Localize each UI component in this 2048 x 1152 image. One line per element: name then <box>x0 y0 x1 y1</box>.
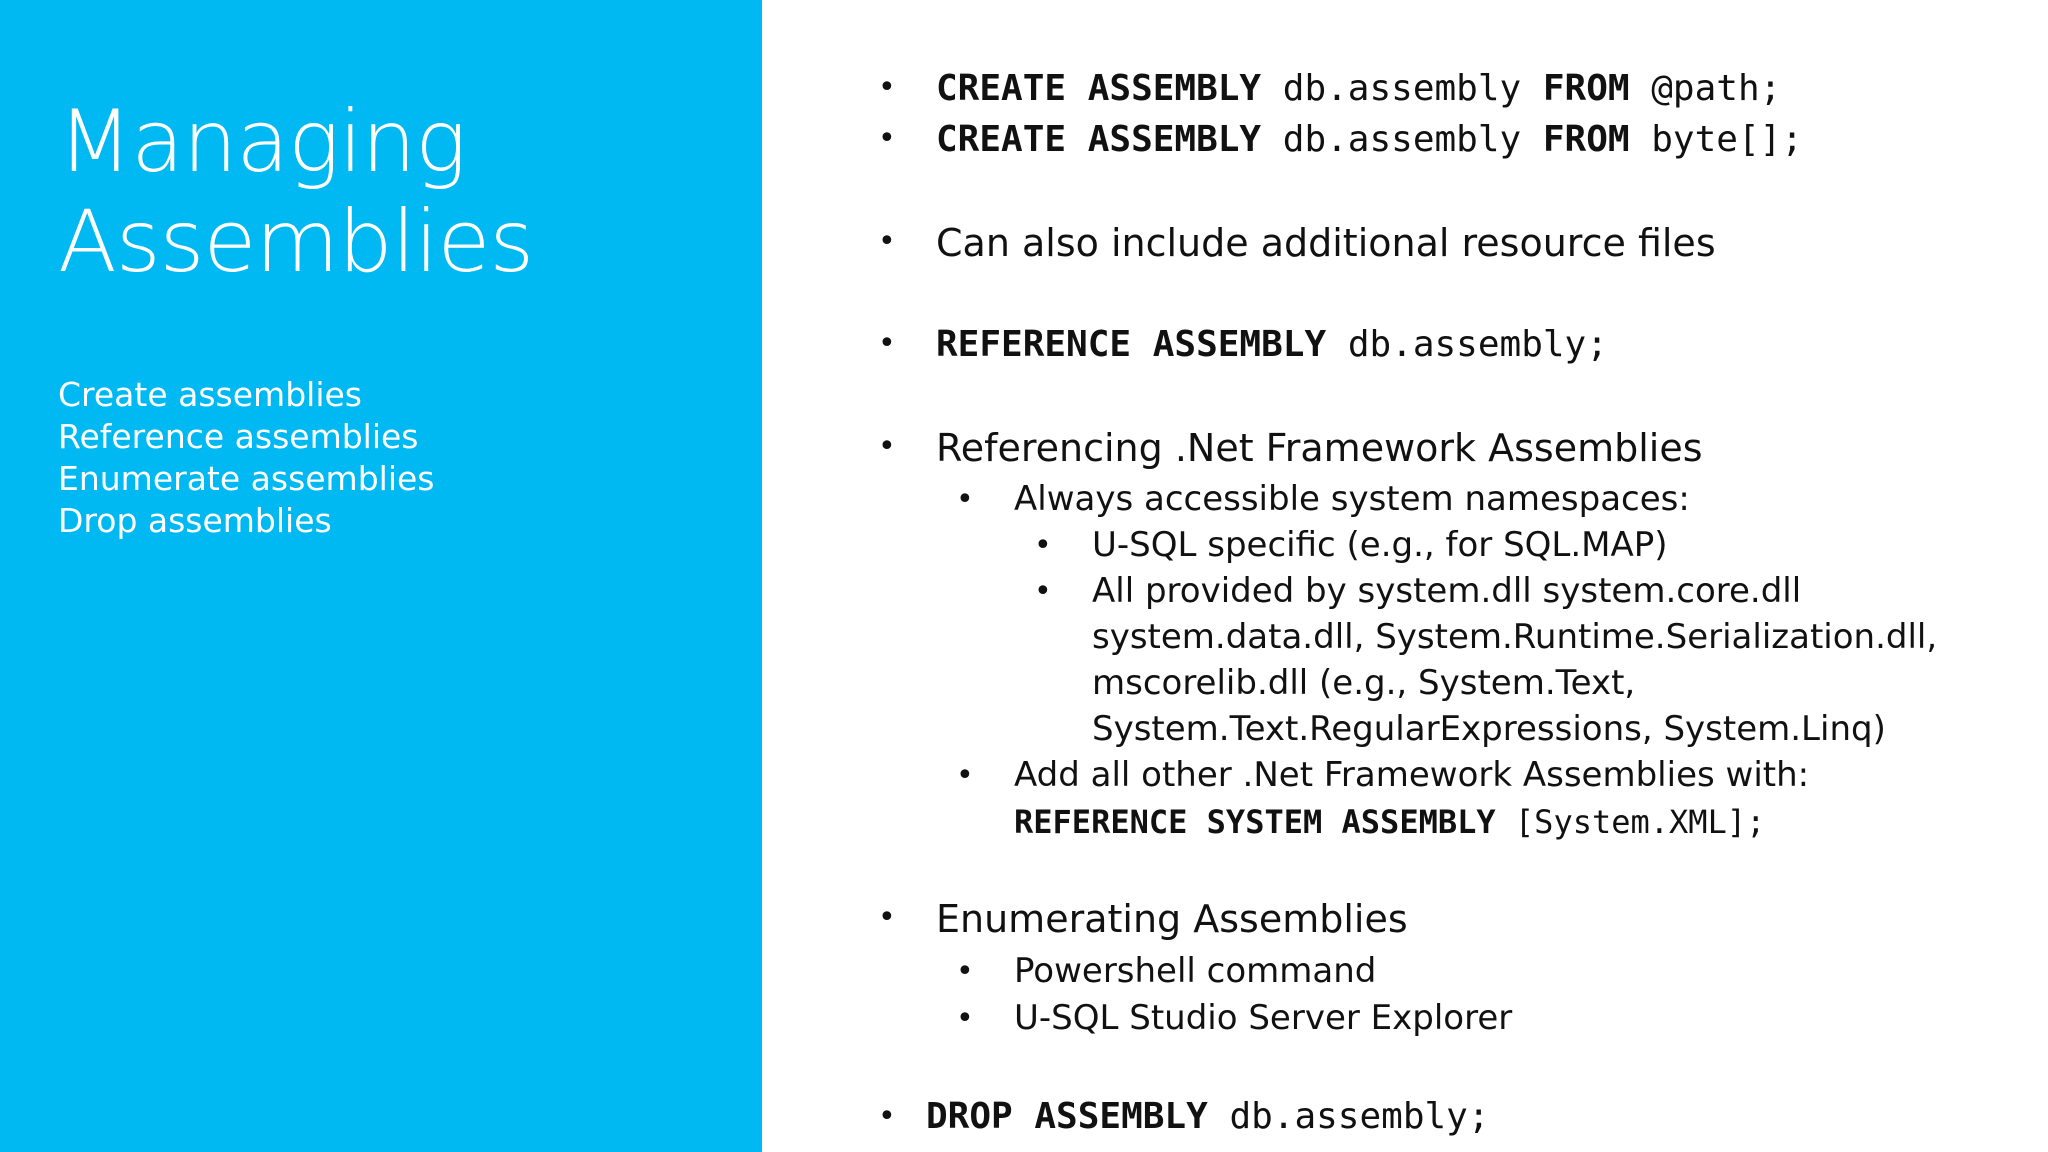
bullet-glyph: • <box>878 70 896 105</box>
drop-assembly-code <box>926 1092 1490 1142</box>
agenda-item-reference: Reference assemblies <box>58 417 419 456</box>
code-rest: db.assembly; <box>1207 1096 1490 1137</box>
add-others-text: Add all other .Net Framework Assemblies with: <box>1014 755 1810 795</box>
keyword: DROP ASSEMBLY <box>926 1096 1208 1137</box>
code-rest: [System.XML]; <box>1495 803 1766 841</box>
keyword: FROM <box>1542 119 1630 160</box>
bullet-glyph: • <box>1034 528 1052 563</box>
bullet-glyph: • <box>1034 574 1052 609</box>
bullet-glyph: • <box>878 429 896 464</box>
create-assembly-bytes <box>936 115 1803 165</box>
always-accessible-text: Always accessible system namespaces: <box>1014 479 1690 519</box>
bullet-glyph: • <box>956 1001 974 1036</box>
bullet-glyph: • <box>878 1099 896 1134</box>
bullet-glyph: • <box>878 326 896 361</box>
provided-line-1: All provided by system.dll system.core.dll <box>1092 571 1802 611</box>
keyword: FROM <box>1542 68 1630 109</box>
resource-files-text: Can also include additional resource files <box>936 221 1716 265</box>
framework-heading: Referencing .Net Framework Assemblies <box>936 426 1703 470</box>
code-rest: db.assembly; <box>1326 324 1608 365</box>
slide-title-line-1: Managing <box>58 92 466 192</box>
agenda-item-drop: Drop assemblies <box>58 501 332 540</box>
bullet-glyph: • <box>956 482 974 517</box>
provided-line-4: System.Text.RegularExpressions, System.Linq) <box>1092 709 1886 749</box>
bullet-glyph: • <box>878 224 896 259</box>
bullet-glyph: • <box>878 121 896 156</box>
code-rest: @path; <box>1629 68 1782 109</box>
keyword: REFERENCE ASSEMBLY <box>936 324 1327 365</box>
code-rest: byte[]; <box>1629 119 1803 160</box>
keyword: REFERENCE SYSTEM ASSEMBLY <box>1014 803 1496 841</box>
object-name: db.assembly <box>1261 119 1543 160</box>
bullet-glyph: • <box>878 900 896 935</box>
reference-system-assembly-code <box>1014 799 1765 845</box>
bullet-glyph: • <box>956 954 974 989</box>
create-assembly-path <box>936 64 1781 114</box>
powershell-text: Powershell command <box>1014 951 1377 991</box>
reference-assembly-code <box>936 320 1608 370</box>
keyword: CREATE ASSEMBLY <box>936 68 1262 109</box>
agenda-item-create: Create assemblies <box>58 375 362 414</box>
object-name: db.assembly <box>1261 68 1543 109</box>
bullet-glyph: • <box>956 758 974 793</box>
usql-specific-text: U-SQL specific (e.g., for SQL.MAP) <box>1092 525 1668 565</box>
agenda-item-enumerate: Enumerate assemblies <box>58 459 435 498</box>
keyword: CREATE ASSEMBLY <box>936 119 1262 160</box>
slide-title-line-2: Assemblies <box>58 192 534 292</box>
provided-line-3: mscorelib.dll (e.g., System.Text, <box>1092 663 1636 703</box>
server-explorer-text: U-SQL Studio Server Explorer <box>1014 998 1513 1038</box>
enumerating-heading: Enumerating Assemblies <box>936 897 1408 941</box>
provided-line-2: system.data.dll, System.Runtime.Serialization.dll, <box>1092 617 1938 657</box>
